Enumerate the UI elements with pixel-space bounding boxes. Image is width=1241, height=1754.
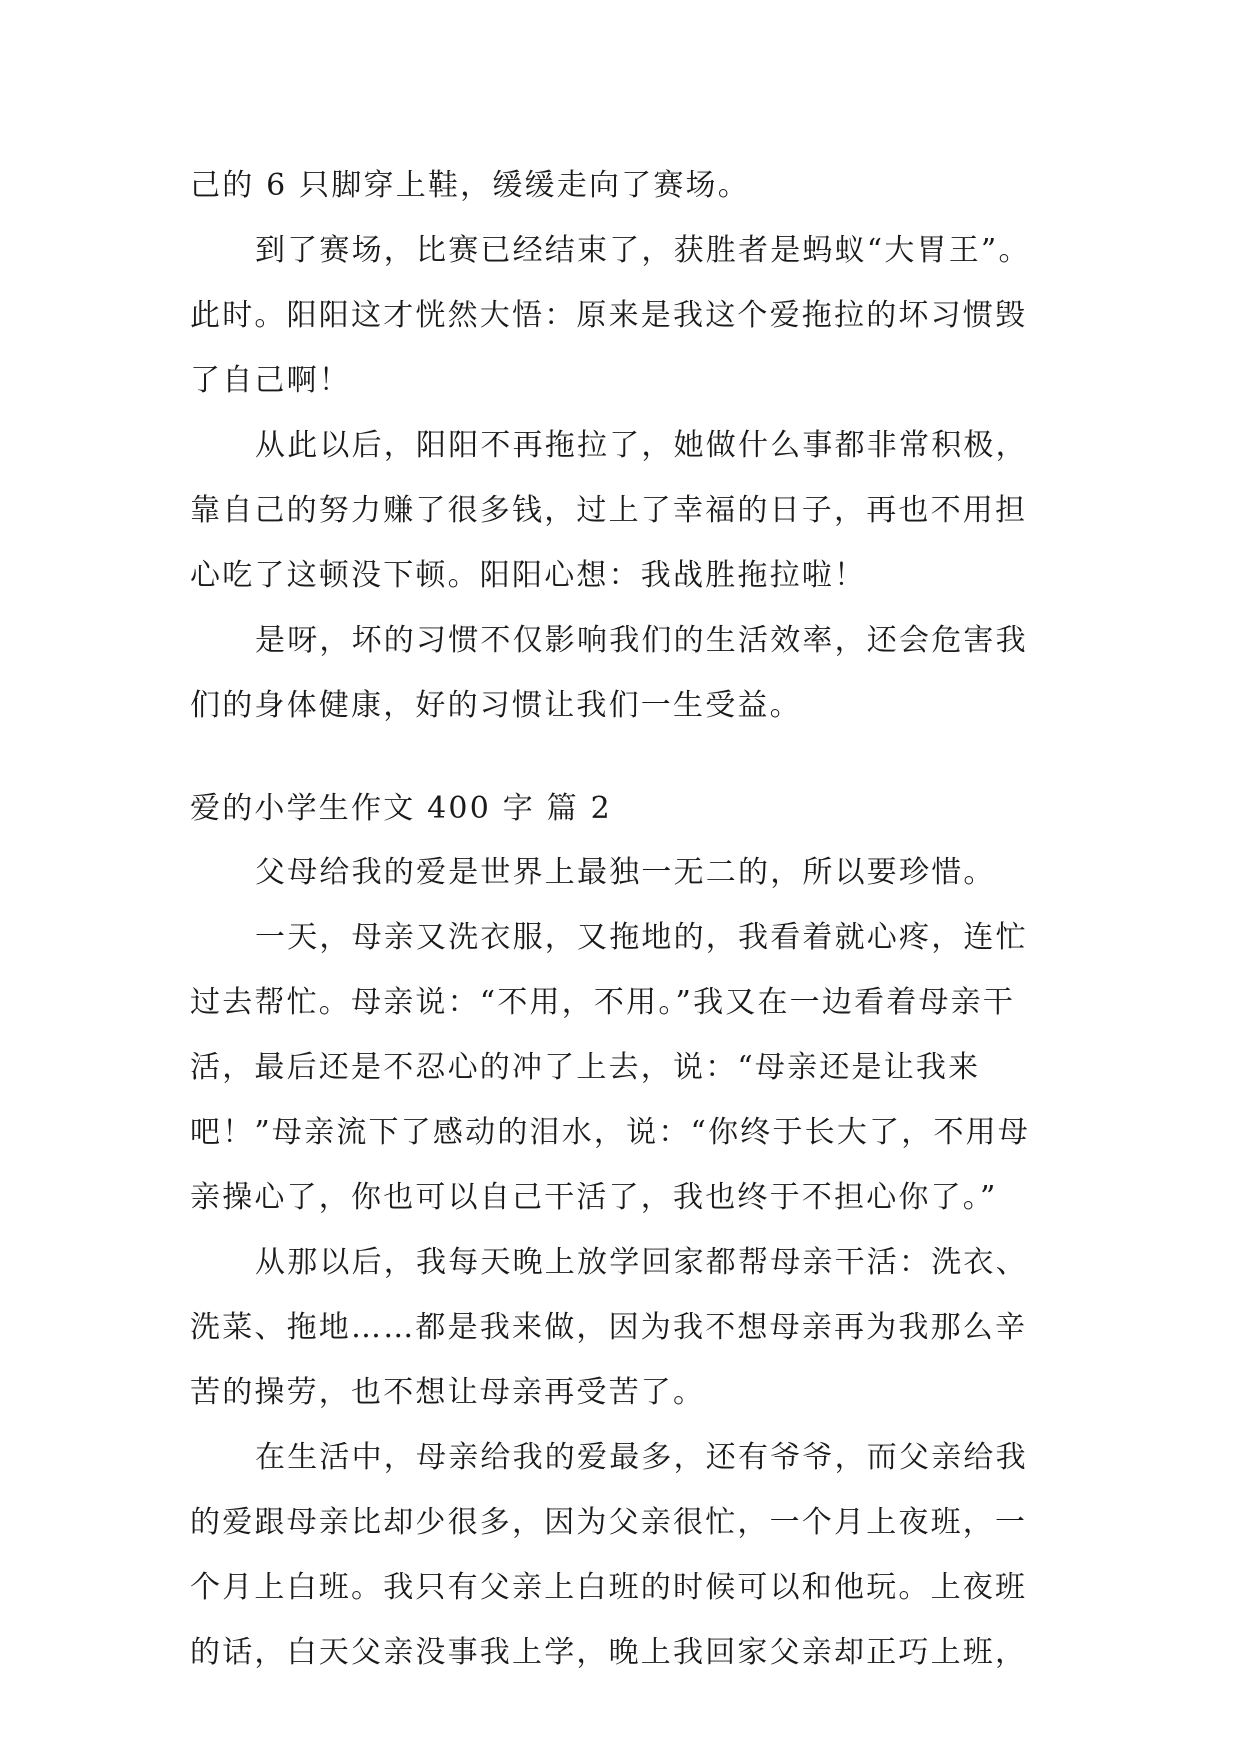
text-line: 苦的操劳，也不想让母亲再受苦了。 — [190, 1375, 706, 1410]
text-line: 个月上白班。我只有父亲上白班的时候可以和他玩。上夜班 — [190, 1570, 1028, 1605]
text-line: 们的身体健康，好的习惯让我们一生受益。 — [190, 688, 802, 723]
text-line: 的爱跟母亲比却少很多，因为父亲很忙，一个月上夜班，一 — [190, 1505, 1028, 1540]
text-line: 是呀，坏的习惯不仅影响我们的生活效率，还会危害我 — [255, 623, 1028, 658]
text-line: 在生活中，母亲给我的爱最多，还有爷爷，而父亲给我 — [255, 1440, 1028, 1475]
text-line: 己的 6 只脚穿上鞋，缓缓走向了赛场。 — [190, 168, 750, 203]
section-heading: 爱的小学生作文 400 字 篇 2 — [190, 791, 612, 826]
text-line: 过去帮忙。母亲说：“不用，不用。”我又在一边看着母亲干 — [190, 985, 1016, 1020]
text-line: 亲操心了，你也可以自己干活了，我也终于不担心你了。” — [190, 1180, 998, 1215]
text-line: 父母给我的爱是世界上最独一无二的，所以要珍惜。 — [255, 855, 996, 890]
text-line: 活，最后还是不忍心的冲了上去，说：“母亲还是让我来 — [190, 1050, 981, 1085]
text-line: 一天，母亲又洗衣服，又拖地的，我看着就心疼，连忙 — [255, 920, 1028, 955]
text-line: 靠自己的努力赚了很多钱，过上了幸福的日子，再也不用担 — [190, 493, 1028, 528]
text-line: 从此以后，阳阳不再拖拉了，她做什么事都非常积极， — [255, 428, 1028, 463]
text-line: 的话，白天父亲没事我上学，晚上我回家父亲却正巧上班， — [190, 1635, 1028, 1670]
text-line: 心吃了这顿没下顿。阳阳心想：我战胜拖拉啦！ — [190, 558, 867, 593]
text-line: 了自己啊！ — [190, 363, 351, 398]
text-line: 到了赛场，比赛已经结束了，获胜者是蚂蚁“大胃王”。 — [255, 233, 1031, 268]
text-line: 洗菜、拖地……都是我来做，因为我不想母亲再为我那么辛 — [190, 1310, 1028, 1345]
text-line: 从那以后，我每天晚上放学回家都帮母亲干活：洗衣、 — [255, 1245, 1028, 1280]
text-line: 此时。阳阳这才恍然大悟：原来是我这个爱拖拉的坏习惯毁 — [190, 298, 1028, 333]
text-line: 吧！”母亲流下了感动的泪水，说：“你终于长大了，不用母 — [190, 1115, 1031, 1150]
